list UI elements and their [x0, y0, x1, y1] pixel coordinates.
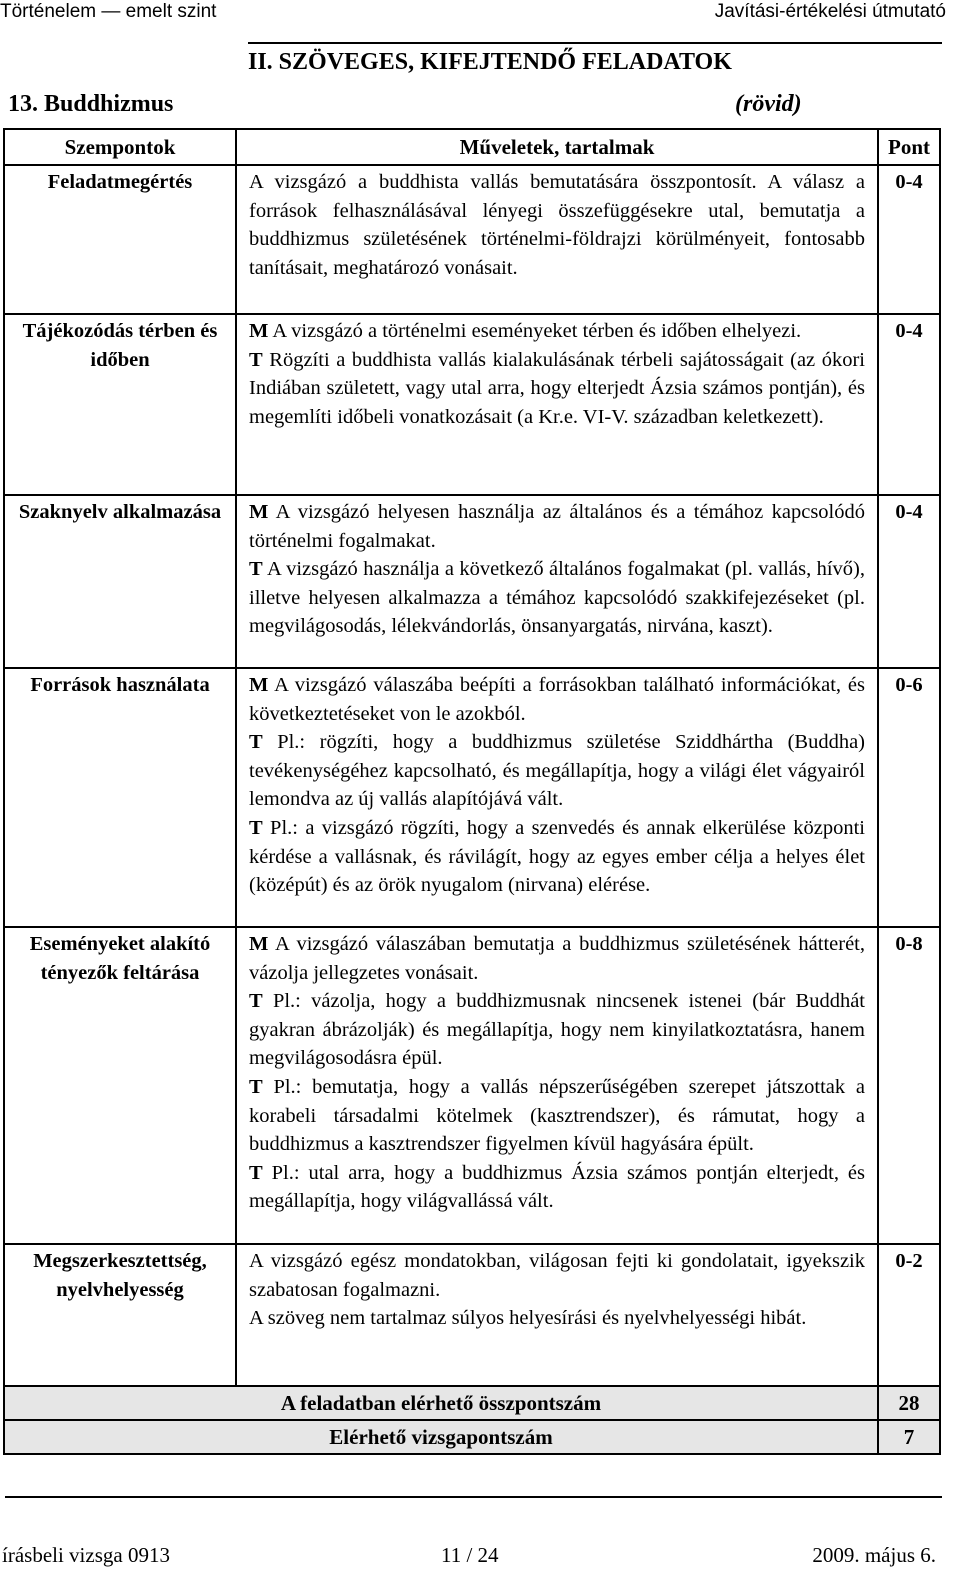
table-row	[4, 314, 940, 495]
points-cell: 0-6	[878, 668, 940, 927]
table-row	[4, 668, 940, 927]
requirement-mark: T	[249, 348, 263, 371]
content-cell	[236, 1244, 878, 1386]
points-cell: 0-2	[878, 1244, 940, 1386]
requirement-mark: T	[249, 558, 263, 581]
content-cell	[236, 314, 878, 495]
footer-date: 2009. május 6.	[812, 1543, 936, 1567]
table-row	[4, 165, 940, 314]
table-row	[4, 495, 940, 668]
table-row	[4, 1244, 940, 1386]
requirement-mark: M	[249, 501, 269, 523]
total-label: A feladatban elérhető összpontszám	[4, 1386, 878, 1420]
total-value: 28	[878, 1386, 940, 1420]
requirement-mark: T	[249, 731, 263, 754]
criterion-cell: Források használata	[4, 668, 236, 927]
content-text: A vizsgázó helyesen használja az általános és a témához kapcsolódó történelmi fogalmakat.	[249, 501, 866, 552]
requirement-mark: T	[249, 1161, 263, 1184]
scoring-table-body	[4, 129, 940, 1454]
points-cell: 0-4	[878, 165, 940, 314]
points-cell: 0-4	[878, 314, 940, 495]
content-text: Pl.: rögzíti, hogy a buddhizmus születése Sziddhártha (Buddha) tevékenységéhez kapcsolható, és megállapítja, hogy a világi élet vágyairól lemondva az új vallás alapítójává vált.	[249, 731, 865, 811]
content-text: A vizsgázó a történelmi eseményeket térben és időben elhelyezi.	[272, 320, 802, 342]
requirement-mark: M	[249, 933, 269, 955]
content-paragraph	[249, 930, 865, 987]
header-operations: Műveletek, tartalmak	[236, 129, 878, 165]
content-text: Pl.: a vizsgázó rögzíti, hogy a szenvedés és annak elkerülése központi kérdése a vallásnak, és rávilágít, hogy az egyes ember célja a helyes élet (középút) és az örök nyugalom (nirvana) elérése.	[249, 816, 865, 897]
table-header-row	[4, 129, 940, 165]
content-text: Rögzíti a buddhista vallás kialakulásának térbeli sajátosságait (az ókori Indiában született, vagy utal arra, hogy elterjedt Ázsia számos pontján), és megemlíti időbeli vonatkozásait (a Kr.e. VI-V. században keletkezett).	[249, 348, 866, 428]
footer-rule	[5, 1496, 942, 1498]
content-paragraph	[249, 168, 865, 282]
task-type: (rövid)	[735, 91, 802, 117]
table-row	[4, 927, 940, 1244]
points-cell: 0-8	[878, 927, 940, 1244]
content-text: A vizsgázó egész mondatokban, világosan fejti ki gondolatait, igyekszik szabatosan fogalmazni.	[249, 1250, 865, 1301]
content-paragraph	[249, 987, 865, 1073]
content-cell	[236, 927, 878, 1244]
section-title: II. SZÖVEGES, KIFEJTENDŐ FELADATOK	[248, 49, 732, 75]
content-cell	[236, 668, 878, 927]
content-text: Pl.: utal arra, hogy a buddhizmus Ázsia számos pontján elterjedt, és megállapítja, hogy világvallássá vált.	[249, 1161, 865, 1213]
content-paragraph	[249, 498, 865, 555]
footer-exam-code: írásbeli vizsga 0913	[2, 1543, 170, 1567]
header-points: Pont	[878, 129, 940, 165]
content-paragraph	[249, 671, 865, 728]
requirement-mark: T	[249, 1075, 263, 1098]
content-text: A vizsgázó válaszába beépíti a forrásokban található információkat, és következtetéseket von le azokból.	[249, 674, 865, 725]
content-paragraph	[249, 1073, 865, 1159]
footer-page-number: 11 / 24	[441, 1543, 499, 1567]
content-paragraph	[249, 728, 865, 814]
content-text: Pl.: bemutatja, hogy a vallás népszerűségében szerepet játszottak a korabeli társadalmi kötelmek (kasztrendszer), és rámutat, hogy a buddhizmus a kasztrendszer figyelmen kívül hagyására épült.	[249, 1075, 865, 1156]
total-label: Elérhető vizsgapontszám	[4, 1420, 878, 1454]
header-rule	[248, 42, 942, 44]
content-paragraph	[249, 1247, 865, 1304]
page-header-subject: Történelem — emelt szint	[0, 1, 217, 22]
task-title: 13. Buddhizmus	[8, 91, 174, 117]
requirement-mark: T	[249, 816, 263, 839]
content-paragraph	[249, 317, 865, 346]
criterion-cell: Eseményeket alakító tényezők feltárása	[4, 927, 236, 1244]
content-paragraph	[249, 1159, 865, 1216]
requirement-mark: M	[249, 674, 269, 696]
scoring-table	[3, 128, 941, 1455]
content-text: A vizsgázó használja a következő általános fogalmakat (pl. vallás, hívő), illetve helyesen alkalmazza a témához kapcsolódó szakkifejezéseket (pl. megvilágosodás, lélekvándorlás, önsanyargatás, nirvána, kaszt).	[249, 558, 866, 638]
content-paragraph	[249, 1304, 865, 1333]
content-text: Pl.: vázolja, hogy a buddhizmusnak nincsenek istenei (bár Buddhát gyakran ábrázolják) és megállapítja, hogy nem kinyilatkoztatásra, hanem megvilágosodásra épül.	[249, 990, 865, 1070]
requirement-mark: T	[249, 990, 263, 1013]
total-row	[4, 1420, 940, 1454]
content-cell	[236, 165, 878, 314]
criterion-cell: Szaknyelv alkalmazása	[4, 495, 236, 668]
header-criteria: Szempontok	[4, 129, 236, 165]
content-paragraph	[249, 814, 865, 900]
total-row	[4, 1386, 940, 1420]
content-paragraph	[249, 555, 865, 641]
criterion-cell: Tájékozódás térben és időben	[4, 314, 236, 495]
requirement-mark: M	[249, 320, 269, 342]
total-value: 7	[878, 1420, 940, 1454]
content-text: A vizsgázó a buddhista vallás bemutatására összpontosít. A válasz a források felhasználásával lényegi összefüggésekre utal, bemutatja a buddhizmus születésének történelmi-földrajzi körülményeit, fontosabb tanításait, meghatározó vonásait.	[249, 171, 865, 279]
page-header-doc-type: Javítási-értékelési útmutató	[714, 1, 946, 22]
content-text: A szöveg nem tartalmaz súlyos helyesírási és nyelvhelyességi hibát.	[249, 1307, 807, 1330]
content-paragraph	[249, 346, 865, 432]
criterion-cell: Feladatmegértés	[4, 165, 236, 314]
content-cell	[236, 495, 878, 668]
criterion-cell: Megszerkesztettség, nyelvhelyesség	[4, 1244, 236, 1386]
points-cell: 0-4	[878, 495, 940, 668]
content-text: A vizsgázó válaszában bemutatja a buddhizmus születésének hátterét, vázolja jellegzetes vonásait.	[249, 933, 865, 984]
